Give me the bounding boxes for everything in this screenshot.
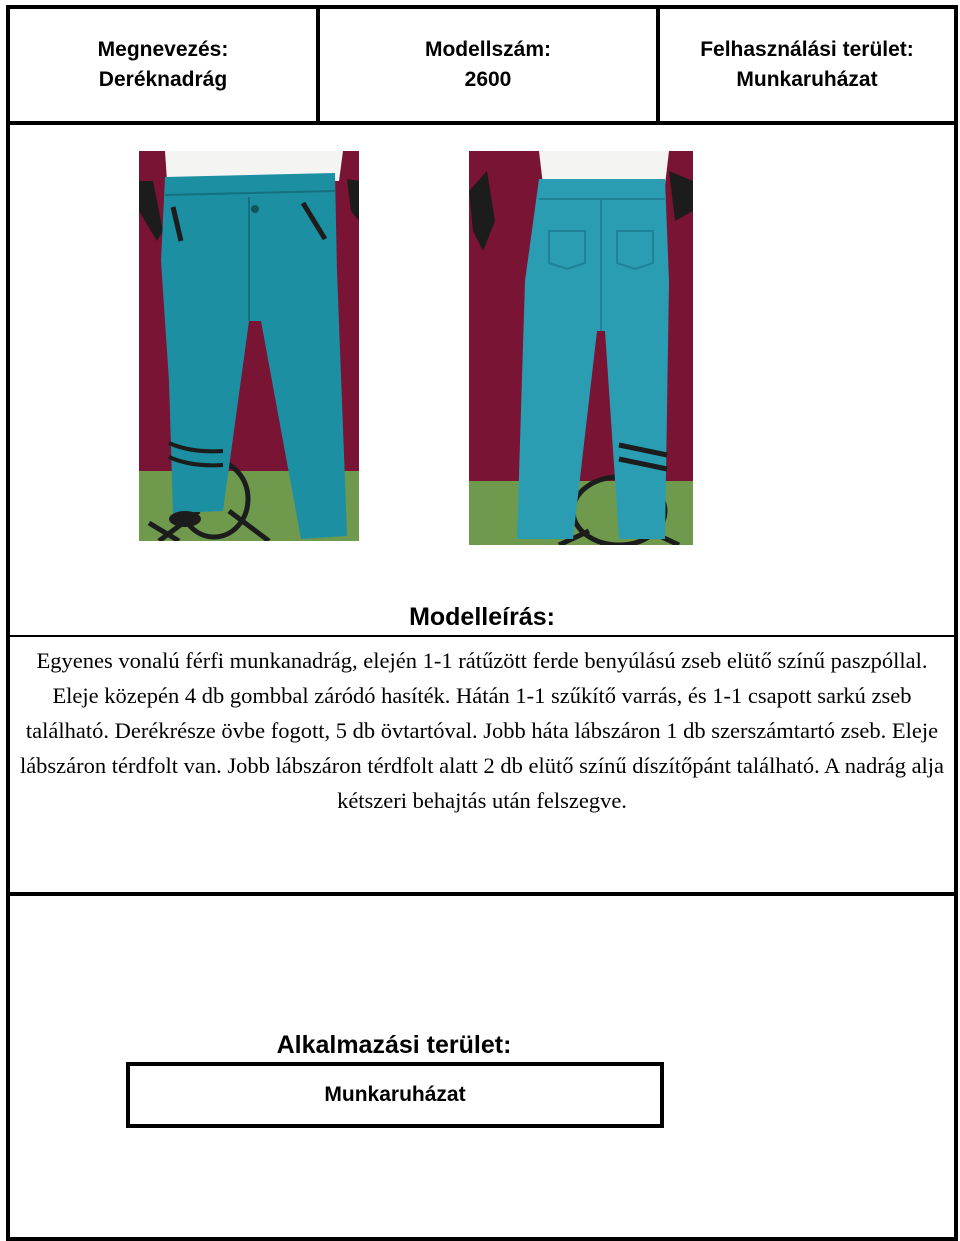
application-box xyxy=(126,1062,664,1128)
name-cell xyxy=(10,9,320,121)
section-divider xyxy=(10,892,954,896)
application-title: Alkalmazási terület: xyxy=(276,1031,512,1059)
header-row xyxy=(10,9,954,125)
description-title: Modelleírás: xyxy=(409,603,555,631)
back-pants-illustration xyxy=(469,151,693,545)
product-sheet xyxy=(6,5,958,1241)
application-value: Munkaruházat xyxy=(324,1083,466,1106)
model-cell xyxy=(320,9,660,121)
model-label: Modellszám: xyxy=(424,38,552,61)
description-divider xyxy=(10,635,954,637)
usage-cell xyxy=(660,9,954,121)
usage-label: Felhasználási terület: xyxy=(700,38,914,61)
description-text: Egyenes vonalú férfi munkanadrág, elején 1-1 rátűzött ferde benyúlású zseb elütő színű paszpóllal. Eleje közepén 4 db gombbal záródó hasíték. Hátán 1-1 szűkítő varrás, és 1-1 csapott sarkú zseb található. Derékrésze övbe fogott, 5 db övtartóval. Jobb háta lábszáron 1 db szerszámtartó zseb. Eleje lábszáron térdfolt van. Jobb lábszáron térdfolt alatt 2 db elütő színű díszítőpánt található. A nadrág alja kétszeri behajtás után felszegve. xyxy=(19,648,945,813)
name-value: Deréknadrág xyxy=(98,68,228,91)
front-view-photo xyxy=(139,151,359,541)
model-value: 2600 xyxy=(464,68,512,91)
usage-value: Munkaruházat xyxy=(736,68,878,91)
back-view-photo xyxy=(469,151,693,545)
name-label: Megnevezés: xyxy=(97,38,229,61)
front-pants-illustration xyxy=(139,151,359,541)
